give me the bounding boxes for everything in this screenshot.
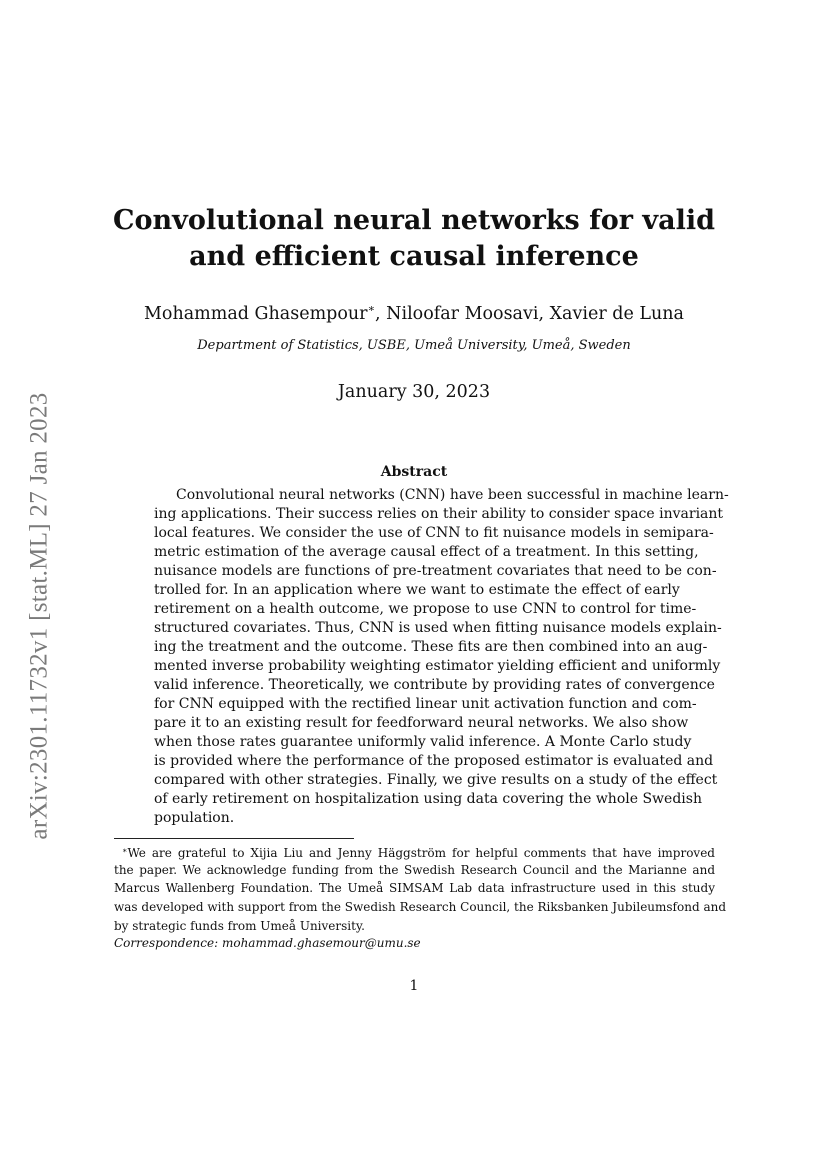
arxiv-id: arXiv:2301.11732v1 [stat.ML] 27 Jan 2023 [26, 392, 54, 840]
abstract-line: ing applications. Their success relies on their ability to consider space invariant [154, 506, 724, 522]
abstract-line: local features. We consider the use of CNN to fit nuisance models in semipara- [154, 525, 714, 541]
abstract-line: mented inverse probability weighting estimator yielding efficient and uniformly [154, 658, 721, 674]
paper-title [110, 203, 718, 275]
footnote-mark: ∗ [122, 846, 128, 855]
footnote-line: Marcus Wallenberg Foundation. The Umeå SIMSAM Lab data infrastructure used in this study [114, 881, 715, 896]
abstract-line: when those rates guarantee uniformly valid inference. A Monte Carlo study [154, 734, 692, 750]
title-line: Convolutional neural networks for valid [113, 205, 715, 236]
abstract-line: for CNN equipped with the rectified linear unit activation function and com- [154, 696, 697, 712]
page-number: 1 [409, 978, 419, 994]
abstract-body [154, 486, 729, 828]
footnote-mark: ∗ [367, 302, 376, 315]
abstract-line: retirement on a health outcome, we propose to use CNN to control for time- [154, 601, 697, 617]
abstract-line: is provided where the performance of the proposed estimator is evaluated and [154, 753, 714, 769]
abstract-line: population. [154, 810, 235, 826]
arxiv-watermark [20, 366, 60, 866]
footnote-rule [114, 838, 354, 839]
abstract-line: trolled for. In an application where we want to estimate the effect of early [154, 582, 680, 598]
affiliation: Department of Statistics, USBE, Umeå University, Umeå, Sweden [197, 338, 631, 353]
acknowledgement-footnote [114, 842, 727, 935]
footnote-line: the paper. We acknowledge funding from the Swedish Research Council and the Marianne and [114, 862, 715, 877]
author-list [110, 297, 718, 326]
abstract-line: structured covariates. Thus, CNN is used when fitting nuisance models explain- [154, 620, 722, 636]
abstract-line: nuisance models are functions of pre-treatment covariates that need to be con- [154, 563, 717, 579]
footnote-text: We are grateful to Xijia Liu and Jenny Häggström for helpful comments that have improved [127, 846, 715, 860]
correspondence-email: Correspondence: mohammad.ghasemour@umu.se [114, 936, 421, 950]
title-line: and efficient causal inference [189, 241, 639, 272]
abstract-line: pare it to an existing result for feedforward neural networks. We also show [154, 715, 689, 731]
footnote-line: was developed with support from the Swedish Research Council, the Riksbanken Jubileumsfond and [114, 900, 727, 915]
author-first: Mohammad Ghasempour [144, 304, 368, 324]
abstract-line: compared with other strategies. Finally, we give results on a study of the effect [154, 772, 718, 788]
publication-date: January 30, 2023 [337, 382, 491, 402]
abstract-line: metric estimation of the average causal effect of a treatment. In this setting, [154, 544, 699, 560]
abstract-line: of early retirement on hospitalization using data covering the whole Swedish [154, 791, 702, 807]
footnote-line: by strategic funds from Umeå University. [114, 918, 365, 933]
abstract-heading: Abstract [380, 464, 448, 480]
abstract-line: valid inference. Theoretically, we contribute by providing rates of convergence [154, 677, 715, 693]
abstract-line: ing the treatment and the outcome. These fits are then combined into an aug- [154, 639, 708, 655]
abstract-line: Convolutional neural networks (CNN) have been successful in machine learn- [176, 487, 729, 503]
footnote-line [114, 842, 715, 861]
author-rest: , Niloofar Moosavi, Xavier de Luna [375, 304, 684, 324]
